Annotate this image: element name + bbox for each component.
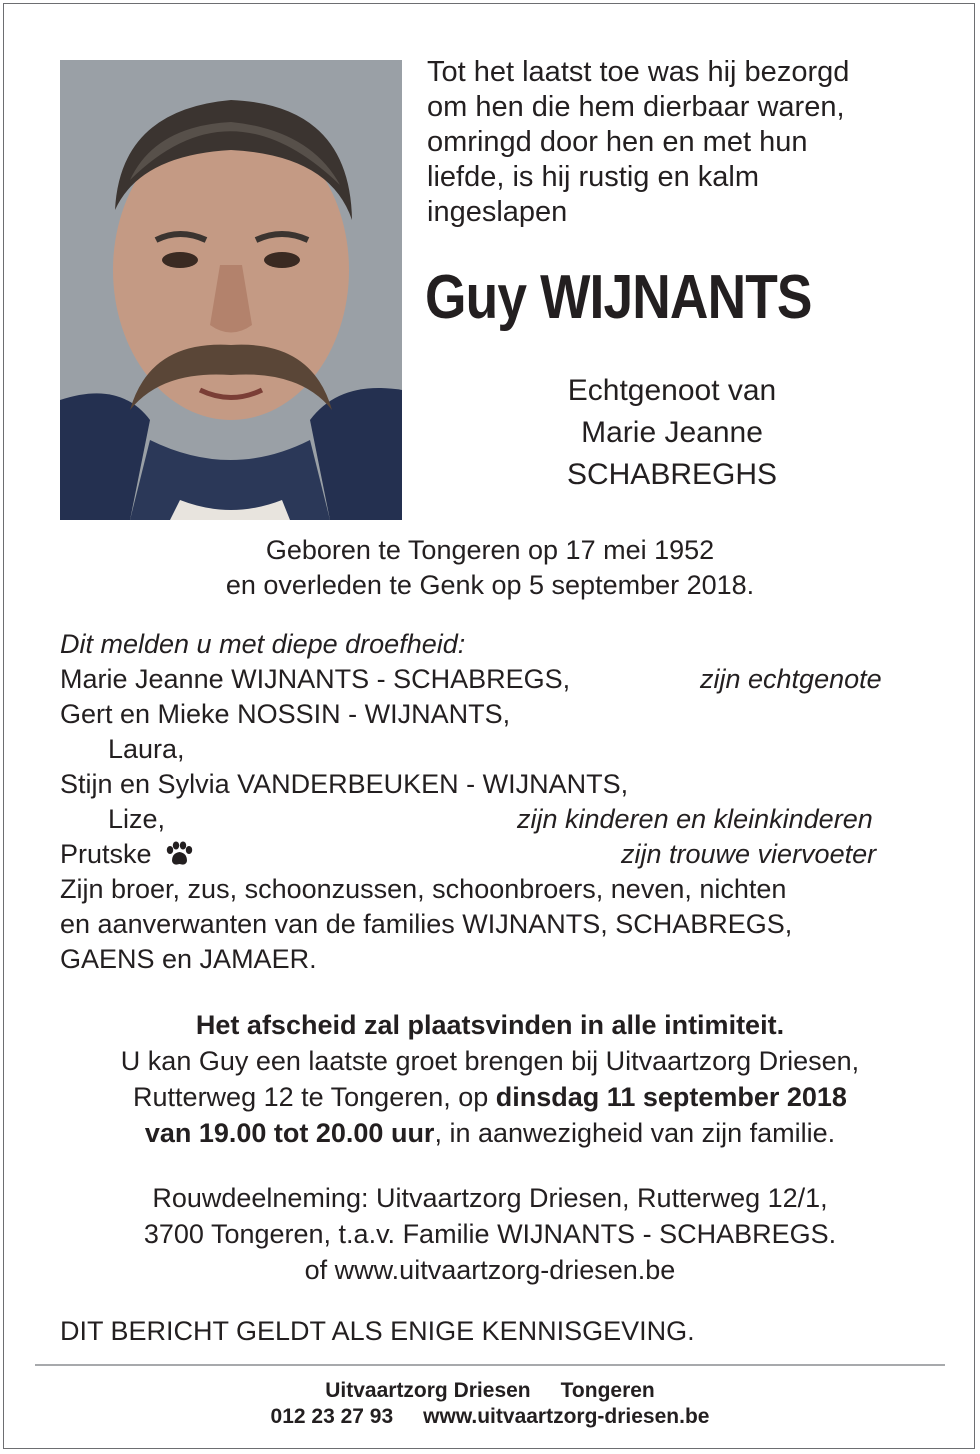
mourner-role-children: zijn kinderen en kleinkinderen: [517, 804, 873, 834]
mourner-family: GAENS en JAMAER.: [60, 944, 317, 974]
spouse-line: Marie Jeanne: [581, 416, 763, 449]
deceased-name: Guy WIJNANTS: [425, 263, 812, 332]
mourner-spouse: Marie Jeanne WIJNANTS - SCHABREGS,: [60, 664, 571, 694]
farewell-info: [0, 1007, 980, 1151]
memorial-quote: [427, 55, 947, 230]
mourner-family: Zijn broer, zus, schoonzussen, schoonbroers, neven, nichten: [60, 874, 787, 904]
birth-death-info: [0, 533, 980, 603]
mourners-list: [60, 627, 930, 977]
death-line: en overleden te Genk op 5 september 2018.: [225, 570, 755, 600]
farewell-note: , in aanwezigheid van zijn familie.: [434, 1118, 836, 1148]
farewell-date: dinsdag 11 september 2018: [495, 1082, 847, 1112]
footer: [0, 1378, 980, 1430]
footer-website: www.uitvaartzorg-driesen.be: [423, 1405, 710, 1428]
farewell-location: Rutterweg 12 te Tongeren, op: [133, 1082, 496, 1112]
quote-line: omringd door hen en met hun: [427, 126, 808, 158]
footer-divider: [35, 1364, 945, 1366]
mourner-role-spouse: zijn echtgenote: [700, 664, 882, 694]
spouse-line: Echtgenoot van: [567, 374, 777, 407]
mourner-role-pet: zijn trouwe viervoeter: [621, 839, 877, 869]
mourner-family: en aanverwanten van de families WIJNANTS, SCHABREGS,: [60, 909, 793, 939]
condolence-line: Rouwdeelneming: Uitvaartzorg Driesen, Rutterweg 12/1,: [152, 1183, 828, 1213]
spouse-block: [462, 370, 882, 496]
birth-line: Geboren te Tongeren op 17 mei 1952: [265, 535, 715, 565]
farewell-heading: Het afscheid zal plaatsvinden in alle intimiteit.: [195, 1010, 785, 1040]
paw-icon: [165, 841, 193, 876]
mourners-intro: Dit melden u met diepe droefheid:: [60, 629, 466, 659]
mourner-grandchild: Laura,: [108, 734, 185, 764]
condolence-website: of www.uitvaartzorg-driesen.be: [304, 1255, 676, 1285]
farewell-time: van 19.00 tot 20.00 uur: [144, 1118, 435, 1148]
farewell-line: U kan Guy een laatste groet brengen bij Uitvaartzorg Driesen,: [120, 1046, 860, 1076]
footer-city: Tongeren: [560, 1379, 655, 1402]
quote-line: ingeslapen: [427, 196, 568, 228]
quote-line: Tot het laatst toe was hij bezorgd: [427, 56, 850, 88]
portrait-photo: [60, 60, 402, 520]
mourner-grandchild: Lize,: [108, 804, 166, 834]
quote-line: liefde, is hij rustig en kalm: [427, 161, 760, 193]
notice-text: DIT BERICHT GELDT ALS ENIGE KENNISGEVING.: [60, 1316, 695, 1346]
mourner-child: Gert en Mieke NOSSIN - WIJNANTS,: [60, 699, 511, 729]
condolence-line: 3700 Tongeren, t.a.v. Familie WIJNANTS - SCHABREGS.: [143, 1219, 837, 1249]
condolence-info: [0, 1180, 980, 1288]
portrait-illustration: [60, 60, 402, 520]
footer-phone: 012 23 27 93: [270, 1405, 394, 1428]
mourner-pet: Prutske: [60, 839, 152, 869]
quote-line: om hen die hem dierbaar waren,: [427, 91, 845, 123]
mourner-child: Stijn en Sylvia VANDERBEUKEN - WIJNANTS,: [60, 769, 629, 799]
footer-company: Uitvaartzorg Driesen: [325, 1379, 531, 1402]
spouse-line: SCHABREGHS: [566, 458, 778, 491]
